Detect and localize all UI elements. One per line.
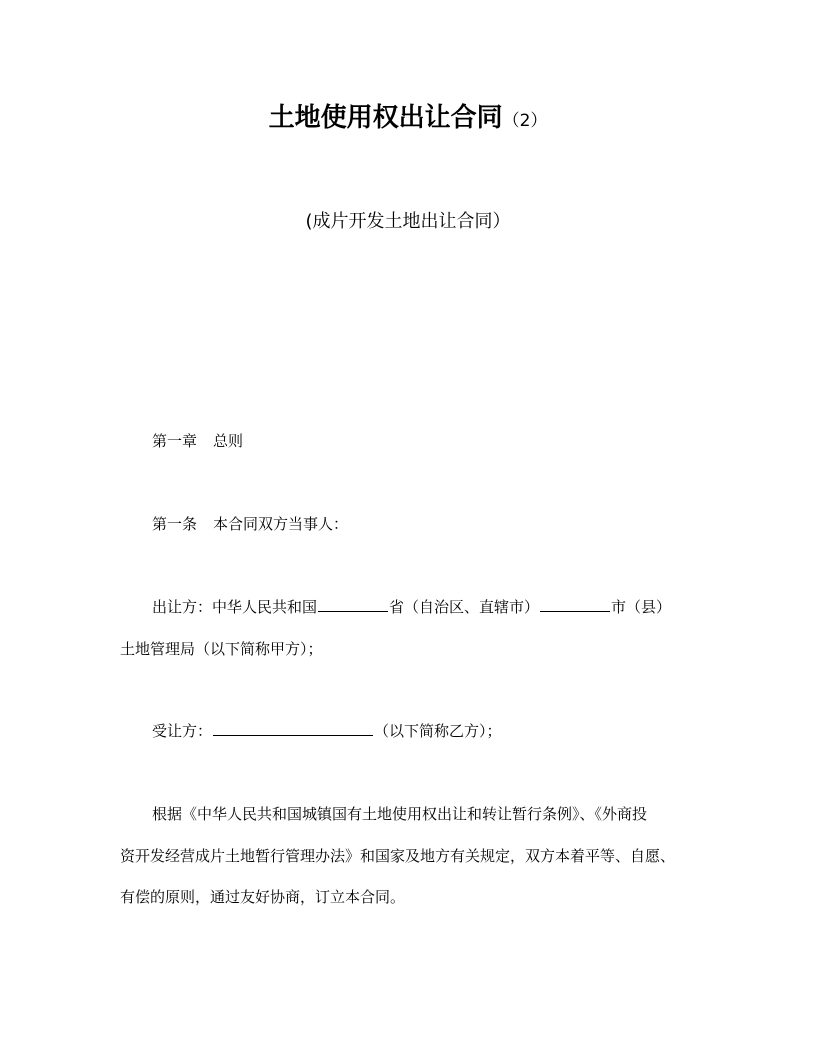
grantor-line-1 bbox=[120, 588, 732, 626]
article-1 bbox=[120, 505, 732, 543]
city-blank bbox=[540, 594, 610, 612]
grantor-suffix: 市（县） bbox=[611, 598, 672, 616]
chapter-title: 总则 bbox=[213, 432, 244, 450]
document-subtitle: (成片开发土地出让合同） bbox=[305, 211, 511, 232]
grantee-line bbox=[120, 712, 732, 750]
document-title bbox=[0, 100, 816, 139]
title-main: 土地使用权出让合同 bbox=[268, 103, 503, 133]
chapter-heading bbox=[120, 422, 732, 460]
chapter-label: 第一章 bbox=[152, 432, 198, 450]
article-1-text: 本合同双方当事人： bbox=[213, 515, 349, 533]
basis-line-2: 资开发经营成片土地暂行管理办法》和国家及地方有关规定，双方本着平等、自愿、 bbox=[120, 847, 676, 865]
grantor-line-2: 土地管理局（以下简称甲方）； bbox=[120, 640, 323, 658]
province-blank bbox=[318, 594, 388, 612]
grantee-blank bbox=[213, 718, 373, 736]
grantee-prefix: 受让方： bbox=[152, 722, 213, 740]
basis-line-1: 根据《中华人民共和国城镇国有土地使用权出让和转让暂行条例》、《外商投 bbox=[152, 805, 648, 823]
title-suffix: （2） bbox=[502, 111, 548, 131]
grantor-prefix: 出让方：中华人民共和国 bbox=[152, 598, 318, 616]
basis-line-3: 有偿的原则，通过友好协商，订立本合同。 bbox=[120, 888, 406, 906]
grantor-middle: 省（自治区、直辖市） bbox=[389, 598, 540, 616]
grantee-suffix: （以下简称乙方）； bbox=[374, 722, 502, 740]
article-1-label: 第一条 bbox=[152, 515, 198, 533]
